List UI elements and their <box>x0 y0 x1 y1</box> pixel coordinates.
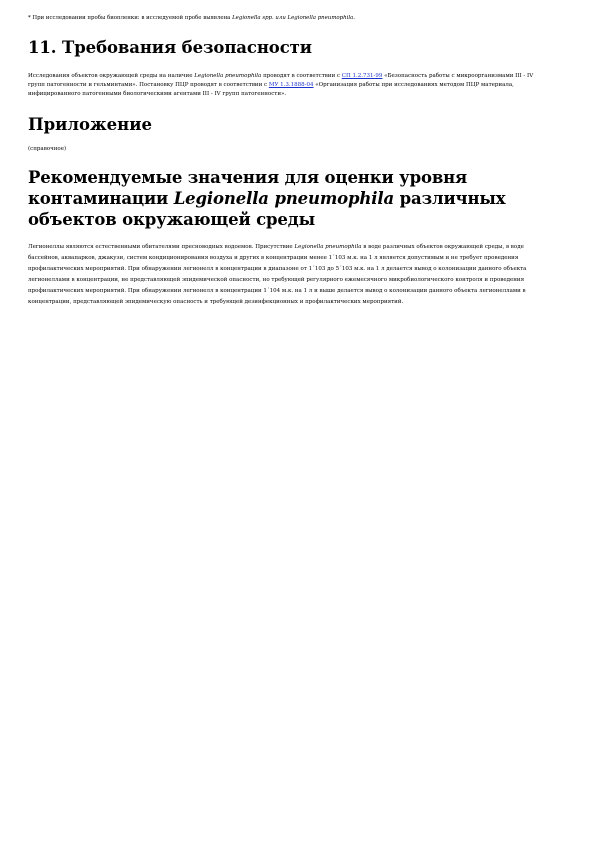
safety-text-end: «Организация работы при исследованиях методом ПЦР материала, инфицированного патогенными биологическими агентами III - IV групп патогенности». <box>28 82 514 97</box>
recommendations-heading <box>28 167 550 230</box>
rec-text-start: Легионеллы являются естественными обитателями пресноводных водоемов. Присутствие <box>28 244 295 250</box>
rec-text-rest: в воде различных объектов окружающей среды, в воде бассейнов, аквапарков, джакузи, систем кондиционирования воздуха и других в концентрации менее 1´103 м.к. на 1 л является допустимым и не требует проведения профилактических мероприятий. При обнаружении легионелл в концентрации в диапазоне от 1´103 до 5´103 м.к. на 1 л делается вывод о колонизации данного объекта легионеллами в концентрации, не представляющей эпидемической опасности, но требующей регулярного ежемесячного микробиологического контроля и проведения профилактических мероприятий. При обнаружении легионелл в концентрации 1´104 м.к. на 1 л и выше делается вывод о колонизации данного объекта легионеллами в концентрации, представляющей эпидемическую опасность и требующей дезинфекционных и профилактических мероприятий. <box>28 244 527 305</box>
safety-paragraph <box>28 72 550 99</box>
rec-heading-end: различных объектов окружающей среды <box>28 189 506 229</box>
mu-link[interactable]: МУ 1.3.1888-04 <box>268 82 314 88</box>
footnote-text: * При исследовании пробы биопленки: в исследуемой пробе выявлена <box>28 15 233 21</box>
sp-link[interactable]: СП 1.2.731-99 <box>341 73 383 79</box>
safety-text-mid2: «Безопасность работы с микроорганизмами III - IV групп патогенности и гельминтами». Постановку ПЦР проводят в соответствии с <box>28 73 534 88</box>
appendix-note: (справочное) <box>28 146 67 152</box>
safety-text-mid: проводят в соответствии с <box>261 73 342 79</box>
section-title: 11. Требования безопасности <box>28 38 312 57</box>
safety-species: Legionella pneumophila <box>194 73 262 79</box>
rec-heading-species: Legionella pneumophila <box>173 189 395 208</box>
footnote-end: . <box>353 15 355 21</box>
rec-species: Legionella pneumophila <box>294 244 362 250</box>
footnote <box>28 14 550 22</box>
safety-text-start: Исследования объектов окружающей среды на наличие <box>28 73 195 79</box>
appendix-title: Приложение <box>28 115 152 134</box>
footnote-species: Legionella spp. или Legionella pneumophila <box>232 15 354 21</box>
recommendations-paragraph <box>28 242 550 308</box>
rec-heading-start: Рекомендуемые значения для оценки уровня контаминации <box>28 168 468 208</box>
document-page <box>28 14 550 308</box>
